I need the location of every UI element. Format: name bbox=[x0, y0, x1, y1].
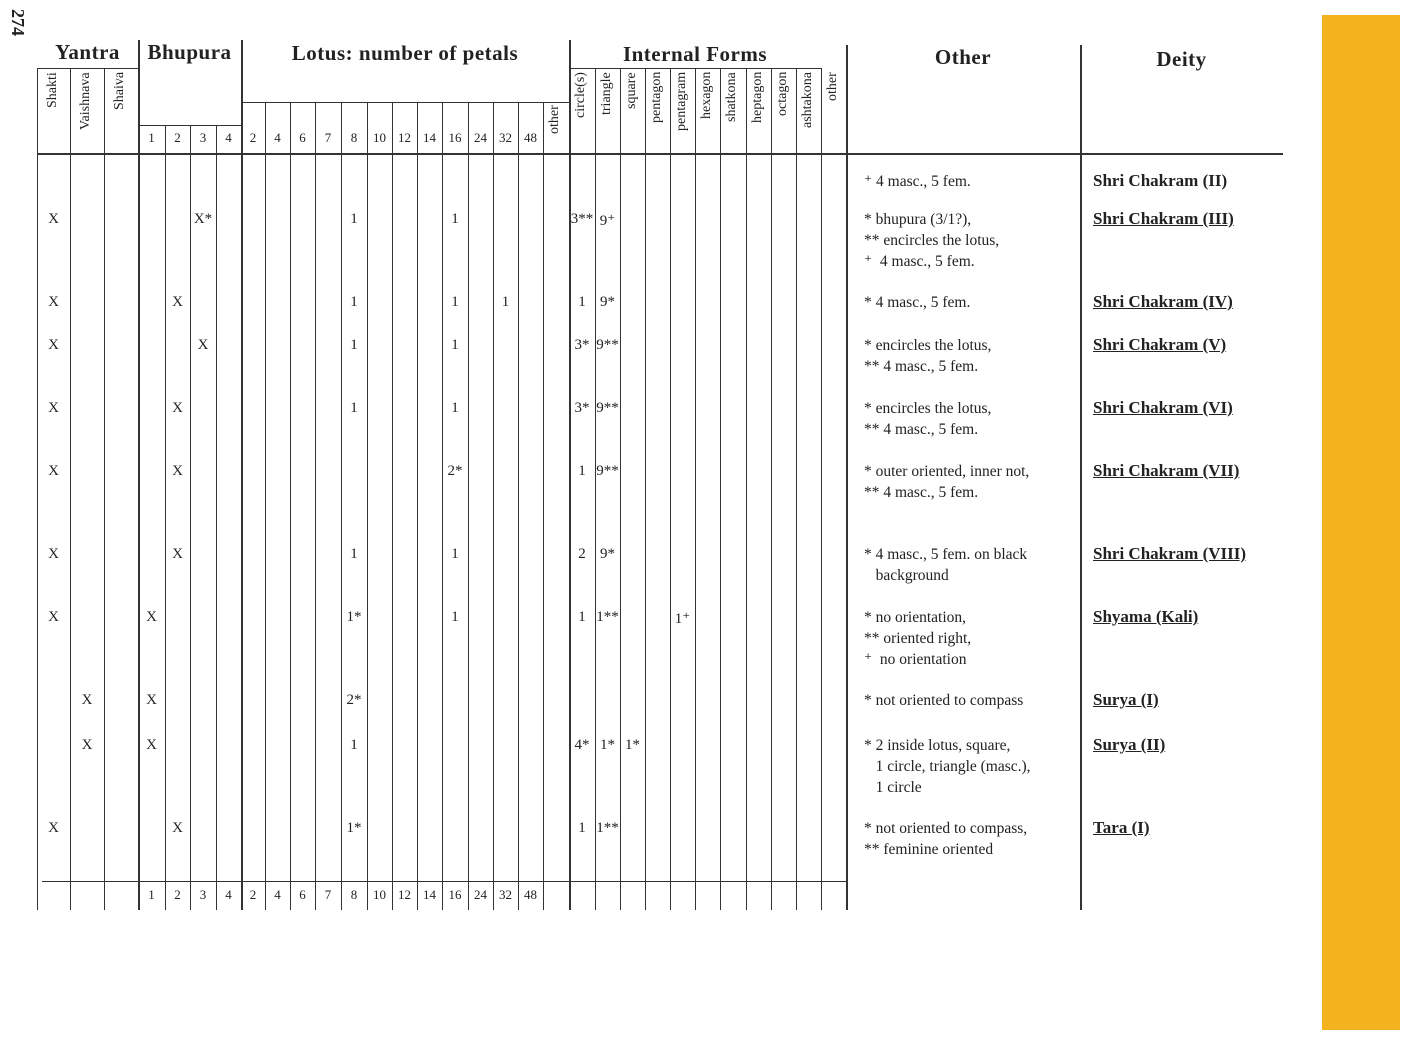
row-note: * not oriented to compass bbox=[864, 692, 1024, 709]
column-header-l4: 4 bbox=[274, 130, 281, 145]
rule bbox=[846, 45, 848, 910]
column-header-square: square bbox=[623, 72, 639, 109]
cell-l16: 1 bbox=[451, 337, 459, 353]
cell-square: 1* bbox=[625, 737, 640, 753]
rule bbox=[138, 40, 140, 910]
cell-b1: X bbox=[146, 609, 157, 625]
rule bbox=[241, 40, 243, 910]
deity-link[interactable]: Shri Chakram (IV) bbox=[1093, 292, 1233, 311]
rule bbox=[367, 102, 368, 910]
deity-link[interactable]: Surya (II) bbox=[1093, 735, 1166, 754]
cell-l8: 2* bbox=[346, 692, 362, 708]
cell-b2: X bbox=[172, 546, 183, 562]
column-header-l10: 10 bbox=[373, 130, 386, 145]
group-bhupura: Bhupura bbox=[147, 40, 232, 64]
cell-l8: 1* bbox=[346, 609, 362, 625]
cell-shakti: X bbox=[48, 294, 59, 310]
group-deity: Deity bbox=[1156, 47, 1207, 71]
deity-link[interactable]: Shyama (Kali) bbox=[1093, 607, 1199, 626]
cell-shakti: X bbox=[48, 211, 59, 227]
cell-triangle: 9** bbox=[596, 337, 619, 353]
rule bbox=[37, 68, 38, 910]
footer-number: 32 bbox=[499, 887, 512, 902]
cell-l8: 1 bbox=[350, 400, 358, 416]
row-note: ⁺ 4 masc., 5 fem. bbox=[864, 173, 971, 190]
column-header-b2: 2 bbox=[174, 130, 181, 145]
deity-link: Shri Chakram (II) bbox=[1093, 171, 1228, 190]
column-header-shaiva: Shaiva bbox=[112, 72, 127, 111]
cell-circle: 1 bbox=[578, 609, 586, 625]
cell-shakti: X bbox=[48, 820, 59, 836]
cell-triangle: 9* bbox=[600, 294, 615, 310]
footer-number: 4 bbox=[274, 887, 281, 902]
rule bbox=[70, 68, 71, 910]
column-header-b4: 4 bbox=[225, 130, 232, 145]
cell-l16: 1 bbox=[451, 546, 459, 562]
deity-link[interactable]: Shri Chakram (VII) bbox=[1093, 461, 1240, 480]
column-header-l48: 48 bbox=[524, 130, 537, 145]
cell-l8: 1* bbox=[346, 820, 362, 836]
row-note: * 4 masc., 5 fem. on black background bbox=[864, 546, 1028, 584]
cell-triangle: 1* bbox=[600, 737, 615, 753]
rule bbox=[190, 125, 191, 910]
rule bbox=[315, 102, 316, 910]
cell-circle: 1 bbox=[578, 294, 586, 310]
column-header-l16: 16 bbox=[448, 130, 462, 145]
rule bbox=[290, 102, 291, 910]
rule bbox=[42, 881, 846, 882]
cell-pentagram: 1⁺ bbox=[674, 611, 691, 627]
cell-b1: X bbox=[146, 692, 157, 708]
rule bbox=[771, 68, 772, 910]
rule bbox=[620, 68, 621, 910]
row-note: * not oriented to compass, ** feminine oriented bbox=[864, 820, 1028, 858]
cell-l8: 1 bbox=[350, 546, 358, 562]
column-header-vaishnava: Vaishnava bbox=[78, 72, 93, 130]
cell-shakti: X bbox=[48, 400, 59, 416]
cell-circle: 2 bbox=[578, 546, 586, 562]
footer-number: 1 bbox=[148, 887, 155, 902]
footer-number: 4 bbox=[225, 887, 232, 902]
cell-vaishnava: X bbox=[81, 692, 93, 708]
column-header-circle: circle(s) bbox=[573, 72, 588, 118]
column-header-l2: 2 bbox=[249, 130, 257, 145]
deity-link[interactable]: Tara (I) bbox=[1093, 818, 1150, 837]
footer-number: 10 bbox=[373, 887, 386, 902]
rule bbox=[746, 68, 747, 910]
rule bbox=[216, 125, 217, 910]
row-note: * no orientation, ** oriented right, ⁺ no orientation bbox=[864, 609, 972, 668]
rule bbox=[595, 68, 596, 910]
rule bbox=[796, 68, 797, 910]
rule bbox=[104, 68, 105, 910]
cell-l32: 1 bbox=[501, 294, 510, 310]
rule bbox=[695, 68, 696, 910]
cell-vaishnava: X bbox=[81, 737, 93, 753]
cell-l16: 2* bbox=[447, 463, 463, 479]
column-header-hexagon: hexagon bbox=[698, 72, 714, 120]
group-other: Other bbox=[934, 45, 992, 69]
group-lotus: Lotus: number of petals bbox=[291, 41, 519, 65]
cell-l8: 1 bbox=[350, 737, 358, 753]
cell-circle: 3* bbox=[574, 400, 590, 416]
cell-circle: 3* bbox=[574, 337, 590, 353]
deity-link[interactable]: Shri Chakram (III) bbox=[1093, 209, 1234, 228]
footer-number: 7 bbox=[324, 887, 332, 902]
footer-number: 6 bbox=[299, 887, 306, 902]
column-header-shatkona: shatkona bbox=[724, 72, 739, 122]
cell-b1: X bbox=[146, 737, 157, 753]
column-header-pentagram: pentagram bbox=[673, 72, 689, 132]
rule bbox=[720, 68, 721, 910]
cell-triangle: 9** bbox=[596, 400, 619, 416]
cell-triangle: 9⁺ bbox=[599, 213, 616, 229]
column-header-octagon: octagon bbox=[774, 72, 790, 117]
cell-l8: 1 bbox=[350, 337, 358, 353]
rule bbox=[543, 102, 544, 910]
column-header-lother: other bbox=[547, 105, 562, 134]
deity-link[interactable]: Shri Chakram (VI) bbox=[1093, 398, 1233, 417]
cell-shakti: X bbox=[48, 463, 59, 479]
footer-number: 14 bbox=[423, 887, 436, 902]
row-note: * outer oriented, inner not, ** 4 masc., 5 fem. bbox=[864, 463, 1030, 501]
cell-b2: X bbox=[172, 820, 183, 836]
column-header-l32: 32 bbox=[499, 130, 512, 145]
cell-b2: X bbox=[172, 463, 183, 479]
cell-triangle: 1** bbox=[596, 820, 619, 836]
cell-circle: 4* bbox=[574, 737, 590, 753]
cell-triangle: 1** bbox=[596, 609, 619, 625]
cell-triangle: 9** bbox=[596, 463, 619, 479]
cell-b2: X bbox=[172, 400, 183, 416]
group-yantra: Yantra bbox=[55, 40, 120, 64]
column-header-l12: 12 bbox=[398, 130, 411, 145]
rule bbox=[821, 68, 822, 910]
cell-shakti: X bbox=[48, 546, 59, 562]
deity-link[interactable]: Surya (I) bbox=[1093, 690, 1159, 709]
column-header-iother: other bbox=[824, 72, 840, 101]
cell-b2: X bbox=[172, 294, 183, 310]
column-header-b1: 1 bbox=[148, 130, 155, 145]
row-note: * bhupura (3/1?), ** encircles the lotus, ⁺ 4 masc., 5 fem. bbox=[864, 211, 1000, 270]
cell-circle: 1 bbox=[578, 463, 586, 479]
column-header-l8: 8 bbox=[350, 130, 358, 145]
cell-l16: 1 bbox=[451, 400, 459, 416]
rule bbox=[37, 68, 138, 69]
rule bbox=[392, 102, 393, 910]
rule bbox=[468, 102, 469, 910]
cell-l16: 1 bbox=[451, 609, 459, 625]
page-number: 274 bbox=[8, 9, 28, 36]
row-note: * encircles the lotus, ** 4 masc., 5 fem. bbox=[864, 337, 992, 375]
column-header-l14: 14 bbox=[423, 130, 436, 145]
column-header-l24: 24 bbox=[474, 130, 487, 145]
group-internal-forms: Internal Forms bbox=[622, 42, 768, 66]
footer-number: 16 bbox=[448, 887, 462, 902]
column-header-b3: 3 bbox=[199, 130, 207, 145]
rule bbox=[417, 102, 418, 910]
rule bbox=[265, 102, 266, 910]
footer-number: 8 bbox=[350, 887, 358, 902]
rule bbox=[670, 68, 671, 910]
rule bbox=[518, 102, 519, 910]
deity-link[interactable]: Shri Chakram (VIII) bbox=[1093, 544, 1247, 563]
footer-number: 48 bbox=[524, 887, 537, 902]
column-header-l6: 6 bbox=[299, 130, 306, 145]
column-header-triangle: triangle bbox=[598, 72, 614, 115]
cell-circle: 3** bbox=[570, 211, 594, 227]
column-header-ashtakona: ashtakona bbox=[799, 72, 815, 128]
footer-number: 2 bbox=[174, 887, 181, 902]
cell-b3: X bbox=[197, 337, 209, 353]
footer-number: 3 bbox=[199, 887, 207, 902]
rule bbox=[645, 68, 646, 910]
column-header-shakti: Shakti bbox=[44, 72, 60, 108]
yellow-margin-bar bbox=[1322, 15, 1400, 1030]
row-note: * 4 masc., 5 fem. bbox=[864, 294, 971, 311]
cell-l16: 1 bbox=[451, 211, 459, 227]
rule bbox=[165, 125, 166, 910]
footer-number: 24 bbox=[474, 887, 487, 902]
rule bbox=[37, 153, 1283, 155]
rule bbox=[493, 102, 494, 910]
cell-b3: X* bbox=[193, 211, 213, 227]
row-note: * encircles the lotus, ** 4 masc., 5 fem. bbox=[864, 400, 992, 438]
cell-l16: 1 bbox=[451, 294, 459, 310]
row-note: * 2 inside lotus, square, 1 circle, triangle (masc.), 1 circle bbox=[864, 737, 1031, 796]
column-header-heptagon: heptagon bbox=[749, 72, 765, 124]
rule bbox=[1080, 45, 1082, 910]
cell-l8: 1 bbox=[350, 211, 358, 227]
cell-circle: 1 bbox=[578, 820, 586, 836]
cell-shakti: X bbox=[48, 337, 59, 353]
column-header-pentagon: pentagon bbox=[648, 72, 664, 124]
column-header-l7: 7 bbox=[324, 130, 332, 145]
footer-number: 2 bbox=[249, 887, 257, 902]
cell-triangle: 9* bbox=[600, 546, 615, 562]
deity-link[interactable]: Shri Chakram (V) bbox=[1093, 335, 1227, 354]
cell-l8: 1 bbox=[350, 294, 358, 310]
cell-shakti: X bbox=[48, 609, 59, 625]
footer-number: 12 bbox=[398, 887, 411, 902]
